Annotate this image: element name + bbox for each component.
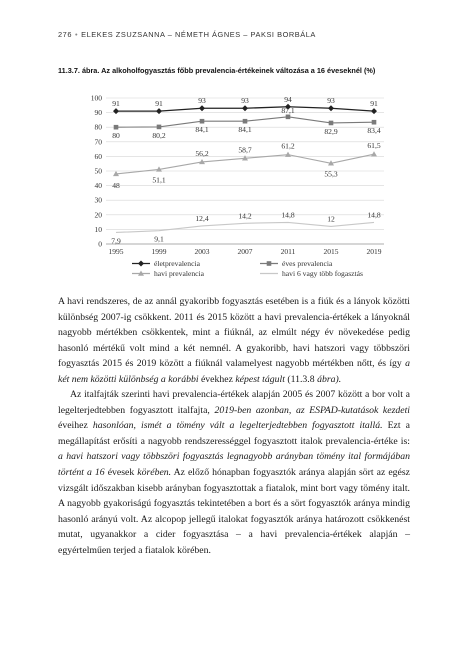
data-label: 61,2 (281, 141, 295, 151)
x-tick-label: 1999 (151, 247, 167, 256)
paragraph-1 (58, 294, 410, 387)
data-label: 58,7 (238, 145, 252, 155)
chart-svg (58, 84, 408, 284)
p1-emphasis-d: képest tágult (235, 373, 285, 385)
x-tick-label: 2003 (194, 247, 210, 256)
data-label: 93 (241, 96, 249, 106)
data-label: 84,1 (238, 125, 252, 135)
data-label: 93 (327, 96, 335, 106)
page-number: 276 (58, 30, 72, 39)
p2-text-g: évesek (104, 467, 138, 479)
data-point-square (200, 119, 205, 124)
y-tick-label: 100 (90, 93, 102, 103)
data-point-triangle (371, 151, 377, 156)
y-tick-label: 20 (94, 210, 102, 220)
p1-text-a: A havi rendszeres, de az annál gyakoribb fogyasztás esetében is a fiúk és a lányok közötti különbség 2007-ig csökkent. 2011 és 2015 között a havi prevalencia-értékek a lányoknál nagyobb mértékben csökkentek, mint a fiúknál, az elmúlt négy év növekedése pedig hasonló mértékű volt mind a két nemnél. A gyakoribb, havi hatszori vagy többszöri fogyasztás 2015 és 2019 között a fiúknál valamelyest nagyobb mértékben nőtt, és így (58, 296, 410, 370)
data-point-diamond (199, 105, 205, 111)
data-label: 91 (155, 99, 163, 109)
data-label: 82,9 (324, 126, 338, 136)
data-label: 51,1 (152, 175, 166, 185)
legend-label: havi 6 vagy több fogasztás (282, 269, 363, 278)
p2-emphasis-b: 2019-ben azonban, az ESPAD-kutatások kezdeti (214, 404, 411, 416)
y-tick-label: 40 (94, 181, 102, 191)
body-text (58, 294, 410, 558)
data-point-diamond (156, 108, 162, 114)
data-label: 7,9 (111, 236, 121, 246)
data-point-square (372, 120, 377, 125)
y-tick-label: 60 (94, 151, 102, 161)
legend-label: éves prevalencia (282, 259, 333, 268)
running-head (58, 30, 316, 39)
y-tick-label: 80 (94, 122, 102, 132)
header-authors: ELEKES ZSUZSANNA – NÉMETH ÁGNES – PAKSI BORBÁLA (81, 30, 316, 39)
data-label: 61,5 (367, 141, 381, 151)
data-label: 12 (327, 214, 335, 224)
y-tick-label: 70 (94, 137, 102, 147)
data-label: 94 (284, 94, 292, 104)
p2-text-e: Ezt a megállapítást erősíti a nagyobb rendszerességgel fogyasztott italok prevalencia-értéke is: (58, 420, 410, 447)
p2-text-a: Az italfajták szerinti havi prevalencia-értékek alapján 2005 és 2007 között a bor volt a legelterjedtebben fogyasztott italfajta, (58, 389, 410, 416)
data-label: 9,1 (154, 234, 164, 244)
p1-text-c: évekhez (198, 373, 236, 385)
data-point-square (243, 119, 248, 124)
data-label: 83,4 (367, 126, 381, 136)
p2-text-i: Az előző hónapban fogyasztók aránya alapján sört az egész vizsgált időszakban kisebb arányban fogyasztottak a fiatalok, mint bort vagy tömény italt. A nagyobb gyakoriságú fogyasztás tekintetében a bort és a sört fogyasztók aránya mindig hasonló arányú volt. Az alcopop jellegű italokat fogyasztók aránya határozott csökkenést mutat, ugyanakkor a cider fogyasztása – a havi prevalencia-értékek alapján – egyértelműen terjed a fiatalok körében. (58, 467, 410, 556)
data-label: 14,2 (238, 211, 252, 221)
x-tick-label: 1995 (108, 247, 124, 256)
data-label: 12,4 (195, 213, 209, 223)
x-tick-label: 2019 (366, 247, 382, 256)
y-tick-label: 50 (94, 166, 102, 176)
line-chart (58, 84, 408, 284)
p2-emphasis-h: körében. (137, 467, 172, 479)
data-label: 84,1 (195, 125, 209, 135)
legend-label: életprevalencia (154, 259, 200, 268)
p2-emphasis-d: hasonlóan, ismét a tömény vált a legelterjedtebben fogyasztott itallá. (92, 420, 383, 432)
p2-text-c: éveihez (58, 420, 93, 432)
p1-emphasis-f: ábra). (317, 373, 342, 385)
data-point-diamond (371, 108, 377, 114)
data-label: 80,2 (152, 130, 166, 140)
data-label: 56,2 (195, 148, 209, 158)
y-tick-label: 30 (94, 195, 102, 205)
paragraph-2 (58, 387, 410, 558)
y-tick-label: 90 (94, 108, 102, 118)
data-label: 14,8 (281, 210, 295, 220)
y-tick-label: 10 (94, 224, 102, 234)
data-point-diamond (242, 105, 248, 111)
legend-label: havi prevalencia (154, 269, 204, 278)
figure-caption: 11.3.7. ábra. Az alkoholfogyasztás főbb prevalencia-értékeinek változása a 16 éveseknél (%) (58, 66, 376, 75)
data-point-square (157, 125, 162, 130)
p1-text-e: (11.3.8 (284, 373, 318, 385)
header-separator: • (74, 30, 79, 39)
data-label: 55,3 (324, 169, 338, 179)
data-label: 87,1 (281, 105, 295, 115)
data-label: 48 (112, 180, 120, 190)
data-label: 80 (112, 131, 120, 141)
data-label: 91 (112, 99, 120, 109)
x-tick-label: 2007 (237, 247, 253, 256)
y-tick-label: 0 (98, 239, 102, 249)
data-label: 91 (370, 99, 378, 109)
p2-emphasis-f: a havi hatszori vagy többszöri fogyasztás legnagyobb arányban tömény ital formájában történt a 16 (58, 451, 410, 479)
data-label: 93 (198, 96, 206, 106)
data-point-diamond (113, 108, 119, 114)
x-tick-label: 2011 (280, 247, 296, 256)
data-point-square (114, 125, 119, 130)
data-point-diamond (138, 261, 144, 267)
data-point-triangle (285, 152, 291, 157)
p1-emphasis-b: a két nem közötti különbség a korábbi (58, 358, 410, 385)
data-label: 14,8 (367, 210, 381, 220)
series-line (116, 222, 374, 232)
data-point-square (267, 261, 272, 266)
data-point-square (329, 121, 334, 126)
data-point-diamond (328, 105, 334, 111)
x-tick-label: 2015 (323, 247, 339, 256)
data-point-square (286, 115, 291, 120)
